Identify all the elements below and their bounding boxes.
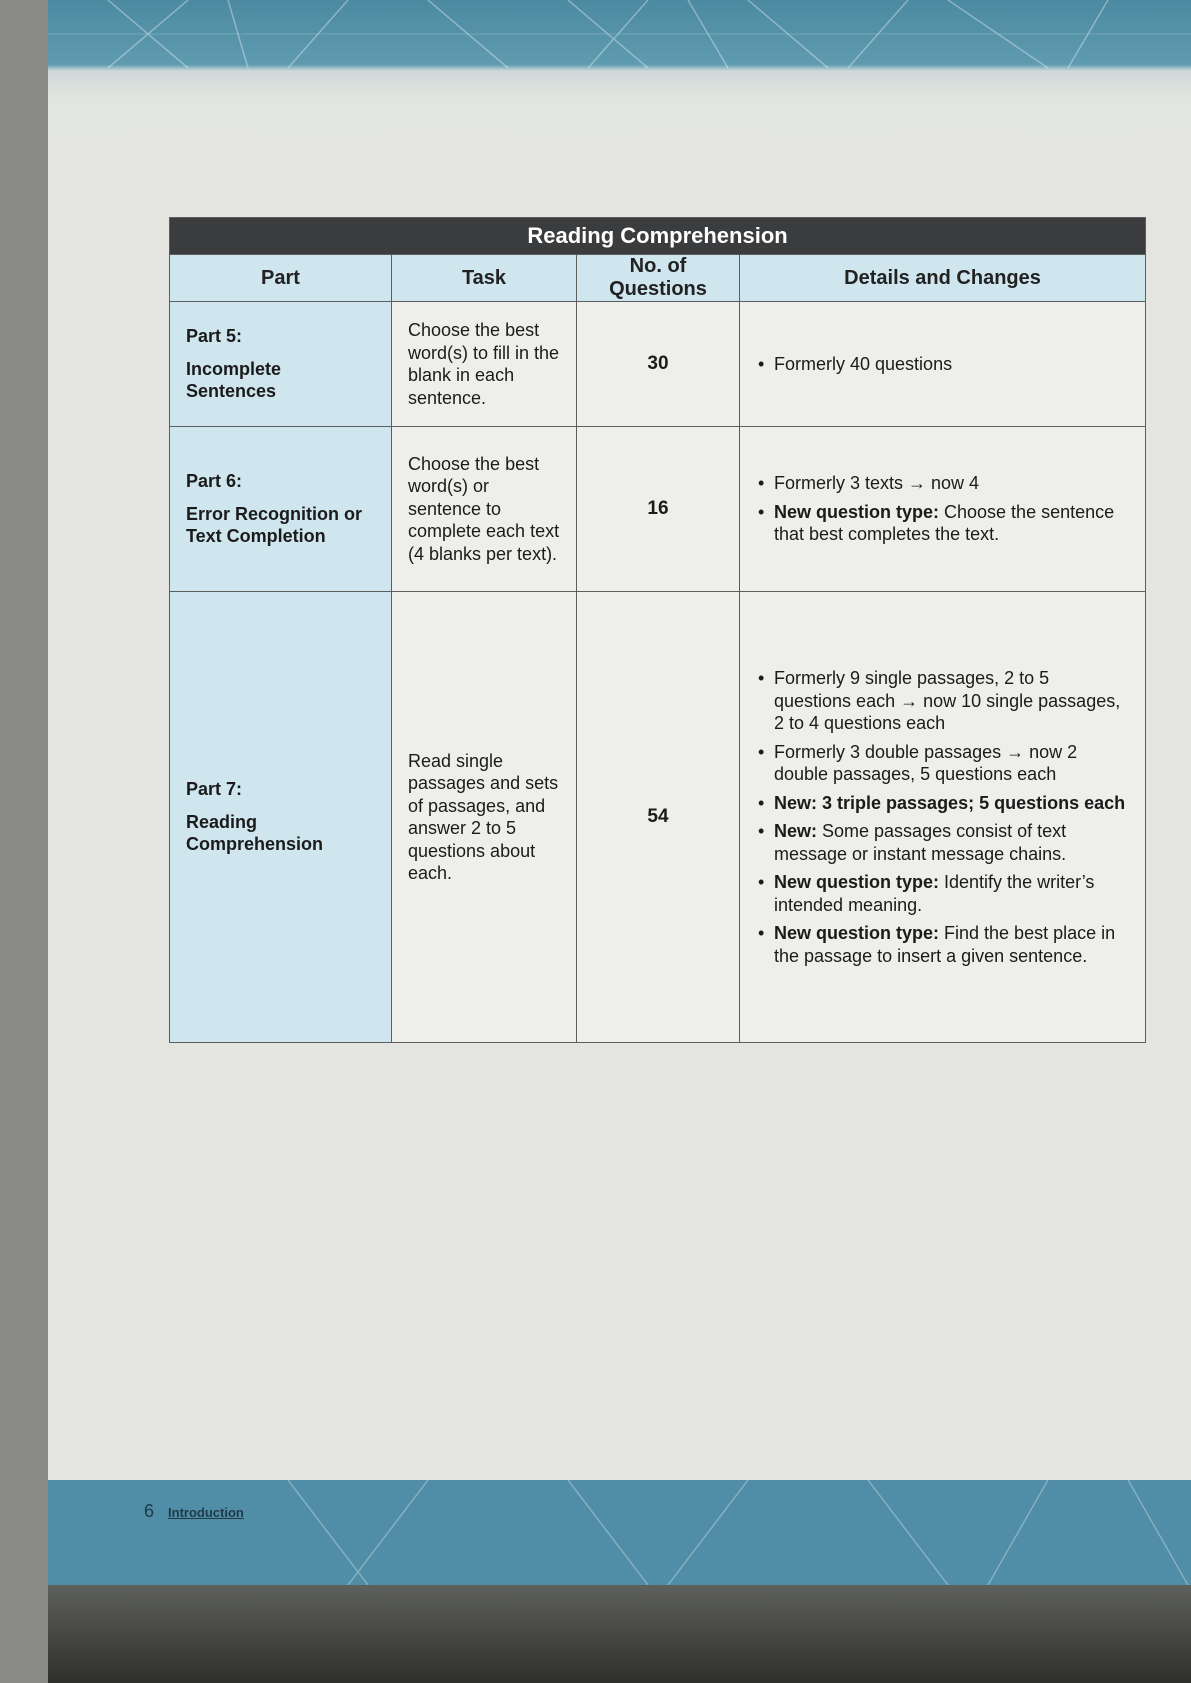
detail-item: • New: 3 triple passages; 5 questions each: [756, 792, 1129, 815]
part-name: Reading Comprehension: [186, 811, 324, 855]
detail-item: • New question type: Choose the sentence that best completes the text.: [756, 501, 1129, 546]
page-number: 6: [144, 1501, 155, 1521]
detail-item: • New question type: Identify the writer’s intended meaning.: [756, 871, 1129, 916]
top-decorative-band: [48, 0, 1191, 215]
task-cell: Read single passages and sets of passages, and answer 2 to 5 questions about each.: [392, 592, 577, 1043]
page: [48, 0, 1191, 1683]
column-header-details: Details and Changes: [740, 255, 1146, 302]
section-name: Introduction: [168, 1505, 244, 1520]
part-cell: [170, 592, 392, 1043]
part-cell: [170, 302, 392, 427]
part-number: Part 5:: [186, 326, 243, 347]
detail-item: • New: Some passages consist of text message or instant message chains.: [756, 820, 1129, 865]
question-count: 54: [577, 592, 740, 1043]
column-header-count: No. of Questions: [577, 255, 740, 302]
detail-item: • Formerly 3 texts → now 4: [756, 472, 1129, 495]
part-cell: [170, 427, 392, 592]
table-title: Reading Comprehension: [170, 218, 1146, 255]
page-footer: [144, 1486, 244, 1522]
page-shadow-edge: [48, 1585, 1191, 1683]
table-row-part-7: [170, 592, 1146, 1043]
part-name: Incomplete Sentences: [186, 358, 282, 402]
part-name: Error Recognition or Text Completion: [186, 503, 363, 547]
detail-item: • Formerly 40 questions: [756, 353, 1129, 376]
header-row: [170, 255, 1146, 302]
reading-comprehension-table: [169, 217, 1146, 1043]
detail-item: • Formerly 9 single passages, 2 to 5 questions each → now 10 single passages, 2 to 4 questions each: [756, 667, 1129, 735]
table-row-part-5: [170, 302, 1146, 427]
details-cell: [740, 427, 1146, 592]
question-count: 30: [577, 302, 740, 427]
part-number: Part 7:: [186, 779, 243, 800]
details-cell: [740, 302, 1146, 427]
detail-item: • New question type: Find the best place in the passage to insert a given sentence.: [756, 922, 1129, 967]
part-number: Part 6:: [186, 471, 243, 492]
details-cell: [740, 592, 1146, 1043]
table-row-part-6: [170, 427, 1146, 592]
task-cell: Choose the best word(s) to fill in the blank in each sentence.: [392, 302, 577, 427]
column-header-task: Task: [392, 255, 577, 302]
column-header-part: Part: [170, 255, 392, 302]
detail-item: • Formerly 3 double passages → now 2 double passages, 5 questions each: [756, 741, 1129, 786]
top-pattern: [48, 0, 1191, 215]
question-count: 16: [577, 427, 740, 592]
task-cell: Choose the best word(s) or sentence to complete each text (4 blanks per text).: [392, 427, 577, 592]
